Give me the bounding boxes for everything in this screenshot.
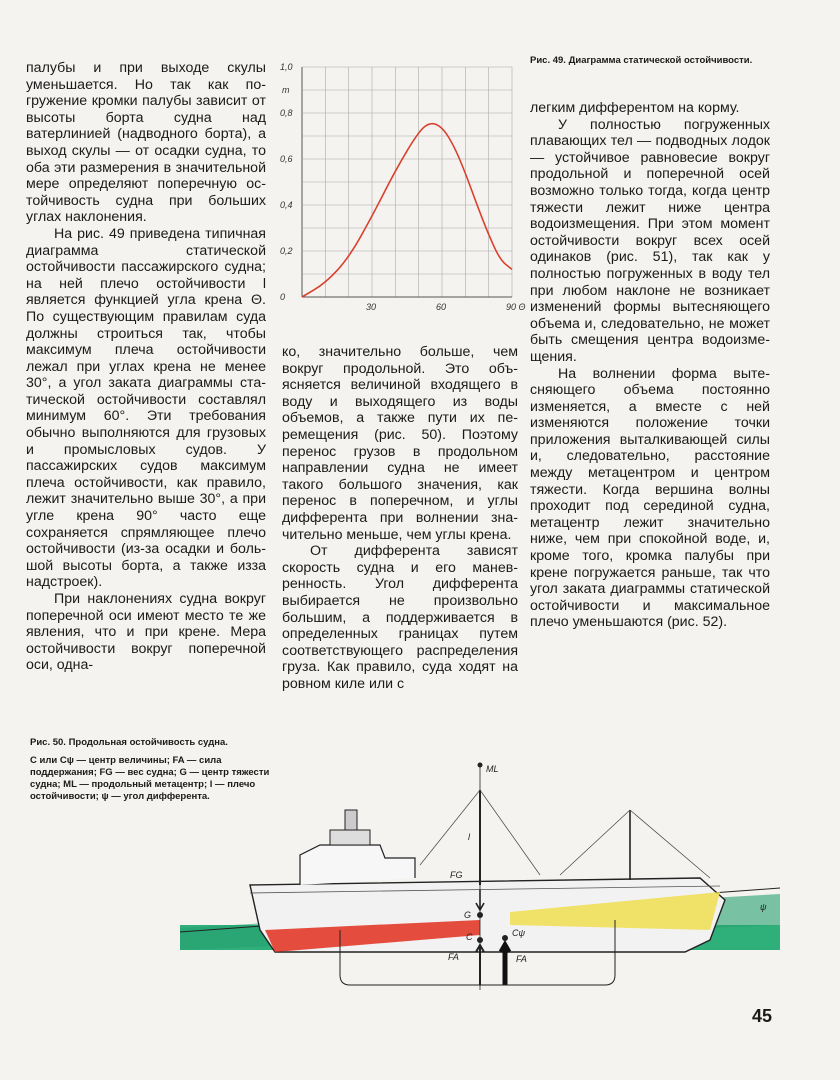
chart-grid bbox=[302, 67, 512, 297]
metacentre-point bbox=[478, 763, 483, 768]
stability-curve bbox=[302, 124, 512, 297]
x-tick-label: 90 Θ bbox=[506, 302, 526, 312]
text-column-2 bbox=[282, 344, 518, 692]
paragraph: При наклонениях судна вокруг поперечной оси имеют место те же явления, что и при крене. Мера остойчивости вокруг поперечной оси, одна- bbox=[26, 591, 266, 674]
y-tick-label: 0,2 bbox=[280, 246, 293, 256]
x-axis-ticks bbox=[366, 302, 526, 312]
y-axis-label: m bbox=[282, 85, 290, 95]
funnel bbox=[345, 810, 357, 830]
fa-right-label: FA bbox=[516, 954, 527, 964]
text-column-3 bbox=[530, 100, 770, 631]
ship-trim-figure bbox=[180, 760, 780, 1000]
y-tick-label: 0 bbox=[280, 292, 286, 302]
y-tick-label: 1,0 bbox=[280, 62, 293, 72]
y-axis-ticks bbox=[280, 62, 293, 302]
cpsi-label: Cψ bbox=[512, 928, 526, 938]
paragraph: У полностью погруженных плавающих тел — подводных лодок — устойчивое равновесие вокруг продольной и поперечной осей возможно только тогда, когда центр тяжести лежит ниже центра водоизмещения. При этом момент остойчивости вокруг всех осей одинаков (рис. 51), так как у полностью погруженных в воду тел при любом наклоне не возникает изменений формы вытесняющего объема и, следовательно, не может быть смещения центра водоизмещения. bbox=[530, 116, 770, 365]
paragraph: легким дифферентом на корму. bbox=[530, 100, 740, 116]
ml-label: ML bbox=[486, 764, 499, 774]
page-number: 45 bbox=[752, 1006, 773, 1026]
y-tick-label: 0,8 bbox=[280, 108, 293, 118]
paragraph: На волнении форма вытесняющего объема постоянно изменяется, а вместе с ней изменяются положение точки приложения выталкивающей силы и, следовательно, расстояние между метацентром и центром тяжести. Когда вершина волны проходит под серединой судна, метацентр лежит значительно ниже, чем при спокойной воде, и, кроме того, кромка палубы при крене погружается раньше, так что угол заката диаграммы статической остойчивости и максимальное плечо уменьшаются (рис. 52). bbox=[530, 365, 770, 631]
y-tick-label: 0,4 bbox=[280, 200, 293, 210]
c-point bbox=[477, 937, 483, 943]
psi-label: ψ bbox=[760, 902, 767, 912]
lever-label: l bbox=[468, 832, 470, 842]
g-label: G bbox=[464, 910, 472, 920]
x-tick-label: 30 bbox=[366, 302, 377, 312]
x-tick-label: 60 bbox=[436, 302, 447, 312]
paragraph: палубы и при выходе скулы уменьшается. Но так как погружение кромки палубы зависит от высоты борта судна над ватерлинией (надводного борта), а выход скулы — от осадки судна, то оба эти размерения в значительной мере определяют поперечную остойчивость судна при больших углах наклонения. bbox=[26, 60, 266, 226]
figure-50-legend: C или Cψ — центр величины; FA — сила поддержания; FG — вес судна; G — центр тяжести судна; ML — продольный метацентр; l — плечо остойчивости; ψ — угол дифферента. bbox=[30, 755, 270, 802]
fa-left-label: FA bbox=[448, 952, 459, 962]
paragraph: На рис. 49 приведена типичная диаграмма статической остойчивости пассажирского судна; на ней плечо остойчивости l является функцией угла крена Θ. По существующим правилам суда должны строиться так, чтобы максимум плеча остойчивости лежал при углах крена не менее 30°, а угол заката диаграммы статической остойчивости составлял минимум 60°. Эти требования обычно выполняются для грузовых и промысловых судов. У пассажирских судов максимум плеча остойчивости, как правило, лежит значительно выше 30°, а при угле крена 90° часто еще сохраняется спрямляющее плечо остойчивости (из-за осадки и большой высоты борта, а также изза надстроек). bbox=[26, 225, 266, 591]
text-column-1 bbox=[26, 60, 266, 674]
fg-label: FG bbox=[450, 870, 463, 880]
c-label: C bbox=[466, 932, 473, 942]
y-tick-label: 0,6 bbox=[280, 154, 293, 164]
rigging bbox=[420, 790, 710, 878]
stability-diagram-chart bbox=[278, 55, 526, 315]
bridge bbox=[330, 830, 370, 845]
g-point bbox=[477, 912, 483, 918]
paragraph: ко, значительно больше, чем вокруг продольной. Это объясняется величиной входящего в воду и выходящего из воды объемов, а также пути их перемещения (рис. 50). Поэтому перенос грузов в продольном направлении судна не имеет такого большого значения, как перенос в поперечном, и углы дифферента при волнении значительно меньше, чем углы крена. bbox=[282, 344, 518, 543]
buoyancy-arrow-right bbox=[501, 945, 509, 985]
figure-50-title: Рис. 50. Продольная остойчивость судна. bbox=[30, 737, 228, 748]
buoyancy-arrow-left bbox=[476, 945, 484, 985]
paragraph: От дифферента зависят скорость судна и его маневренность. Угол дифферента выбирается не произвольно большим, а поддерживается в определенных границах путем соответствующего распределения груза. Как правило, суда ходят на ровном киле или с bbox=[282, 543, 518, 692]
figure-49-caption: Рис. 49. Диаграмма статической остойчивости. bbox=[530, 55, 753, 66]
superstructure bbox=[300, 845, 415, 885]
